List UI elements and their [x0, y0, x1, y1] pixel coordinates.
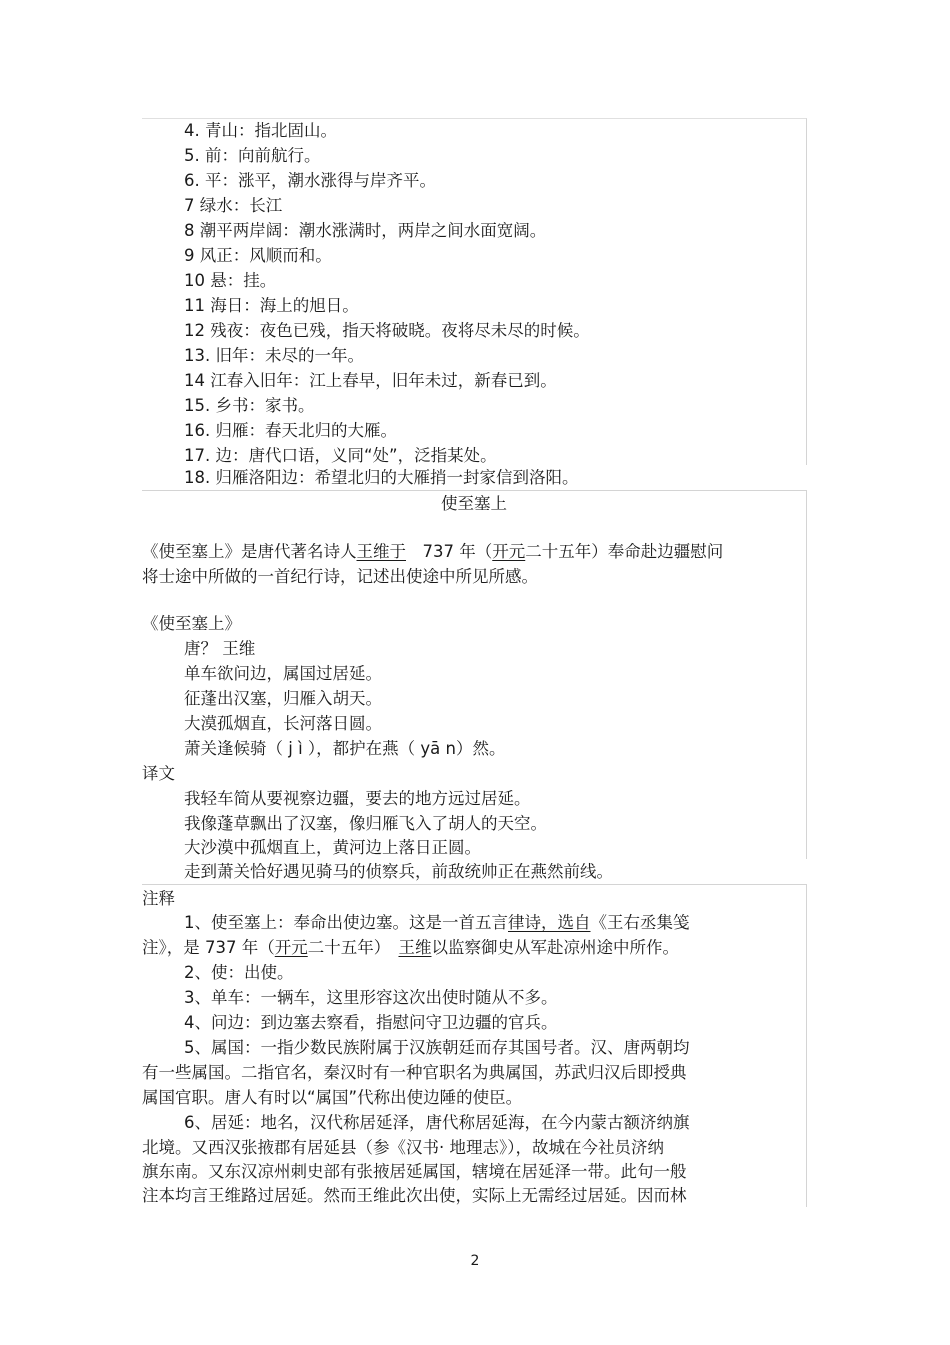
- note-line: 7 绿水：长江: [184, 196, 283, 215]
- intro-line-1: 《使至塞上》是唐代著名诗人王维于 737 年（开元二十五年）奉命赴边疆慰问: [142, 542, 724, 561]
- annotation-line: 注本均言王维路过居延。然而王维此次出使，实际上无需经过居延。因而林: [142, 1186, 687, 1205]
- note-line: 13. 旧年：未尽的一年。: [184, 346, 364, 365]
- annotation-line: 有一些属国。二指官名，秦汉时有一种官职名为典属国，苏武归汉后即授典: [142, 1063, 687, 1082]
- annotation-line: 1、使至塞上：奉命出使边塞。这是一首五言律诗，选自《王右丞集笺: [184, 913, 690, 932]
- poem-title: 《使至塞上》: [142, 614, 241, 633]
- annotation-line: 北境。又西汉张掖郡有居延县（参《汉书· 地理志》），故城在今社员济纳: [142, 1138, 664, 1157]
- poem-section-box: [142, 490, 807, 859]
- annotation-line: 属国官职。唐人有时以“属国”代称出使边陲的使臣。: [142, 1088, 523, 1107]
- era-link: 开元: [492, 542, 526, 561]
- annotation-line: 3、单车：一辆车，这里形容这次出使时随从不多。: [184, 988, 558, 1007]
- note-line: 16. 归雁：春天北归的大雁。: [184, 421, 397, 440]
- annotation-line: 5、属国：一指少数民族附属于汉族朝廷而存其国号者。汉、唐两朝均: [184, 1038, 690, 1057]
- translation-heading: 译文: [142, 764, 175, 783]
- annotations-box: [142, 884, 807, 1207]
- intro-line-2: 将士途中所做的一首纪行诗，记述出使途中所见所感。: [142, 567, 538, 586]
- poem-line: 大漠孤烟直，长河落日圆。: [184, 714, 382, 733]
- annotation-line: 2、使：出使。: [184, 963, 294, 982]
- author-link: 王维于: [356, 542, 406, 561]
- poem-line: 单车欲问边，属国过居延。: [184, 664, 382, 683]
- note-line: 8 潮平两岸阔：潮水涨满时，两岸之间水面宽阔。: [184, 221, 547, 240]
- annotations-heading: 注释: [142, 889, 175, 908]
- page-number: 2: [470, 1253, 480, 1269]
- note-line: 4. 青山：指北固山。: [184, 121, 337, 140]
- annotation-line: 注》，是 737 年（开元二十五年） 王维以监察御史从军赴凉州途中所作。: [142, 938, 679, 957]
- note-line: 10 悬：挂。: [184, 271, 277, 290]
- annotation-line: 6、居延：地名，汉代称居延泽，唐代称居延海，在今内蒙古额济纳旗: [184, 1113, 690, 1132]
- translation-line: 大沙漠中孤烟直上，黄河边上落日正圆。: [184, 838, 481, 857]
- section-title: 使至塞上: [441, 494, 507, 513]
- note-line: 12 残夜：夜色已残，指天将破晓。夜将尽未尽的时候。: [184, 321, 590, 340]
- translation-line: 我轻车简从要视察边疆，要去的地方远过居延。: [184, 789, 531, 808]
- note-line: 15. 乡书：家书。: [184, 396, 315, 415]
- note-line: 18. 归雁洛阳边：希望北归的大雁捎一封家信到洛阳。: [184, 468, 579, 487]
- poem-line: 萧关逢候骑（ j ì ），都护在燕（ yā n）然。: [184, 739, 506, 758]
- translation-line: 我像蓬草飘出了汉塞，像归雁飞入了胡人的天空。: [184, 814, 547, 833]
- poem-line: 征蓬出汉塞，归雁入胡天。: [184, 689, 382, 708]
- annotation-underline: 律诗，选自: [508, 913, 591, 932]
- note-line: 6. 平：涨平，潮水涨得与岸齐平。: [184, 171, 436, 190]
- note-line: 11 海日：海上的旭日。: [184, 296, 359, 315]
- note-line: 5. 前：向前航行。: [184, 146, 321, 165]
- note-line: 14 江春入旧年：江上春早，旧年未过，新春已到。: [184, 371, 557, 390]
- author-link: 王维: [398, 938, 432, 957]
- annotation-line: 旗东南。又东汉凉州刺史部有张掖居延属国，辖境在居延泽一带。此句一般: [142, 1162, 687, 1181]
- era-link: 开元: [274, 938, 308, 957]
- note-line: 9 风正：风顺而和。: [184, 246, 332, 265]
- notes-continued-box: [142, 118, 807, 465]
- translation-line: 走到萧关恰好遇见骑马的侦察兵，前敌统帅正在燕然前线。: [184, 862, 613, 881]
- poem-byline: 唐？ 王维: [184, 639, 256, 658]
- annotation-line: 4、问边：到边塞去察看，指慰问守卫边疆的官兵。: [184, 1013, 558, 1032]
- note-line: 17. 边：唐代口语，义同“处”，泛指某处。: [184, 446, 497, 465]
